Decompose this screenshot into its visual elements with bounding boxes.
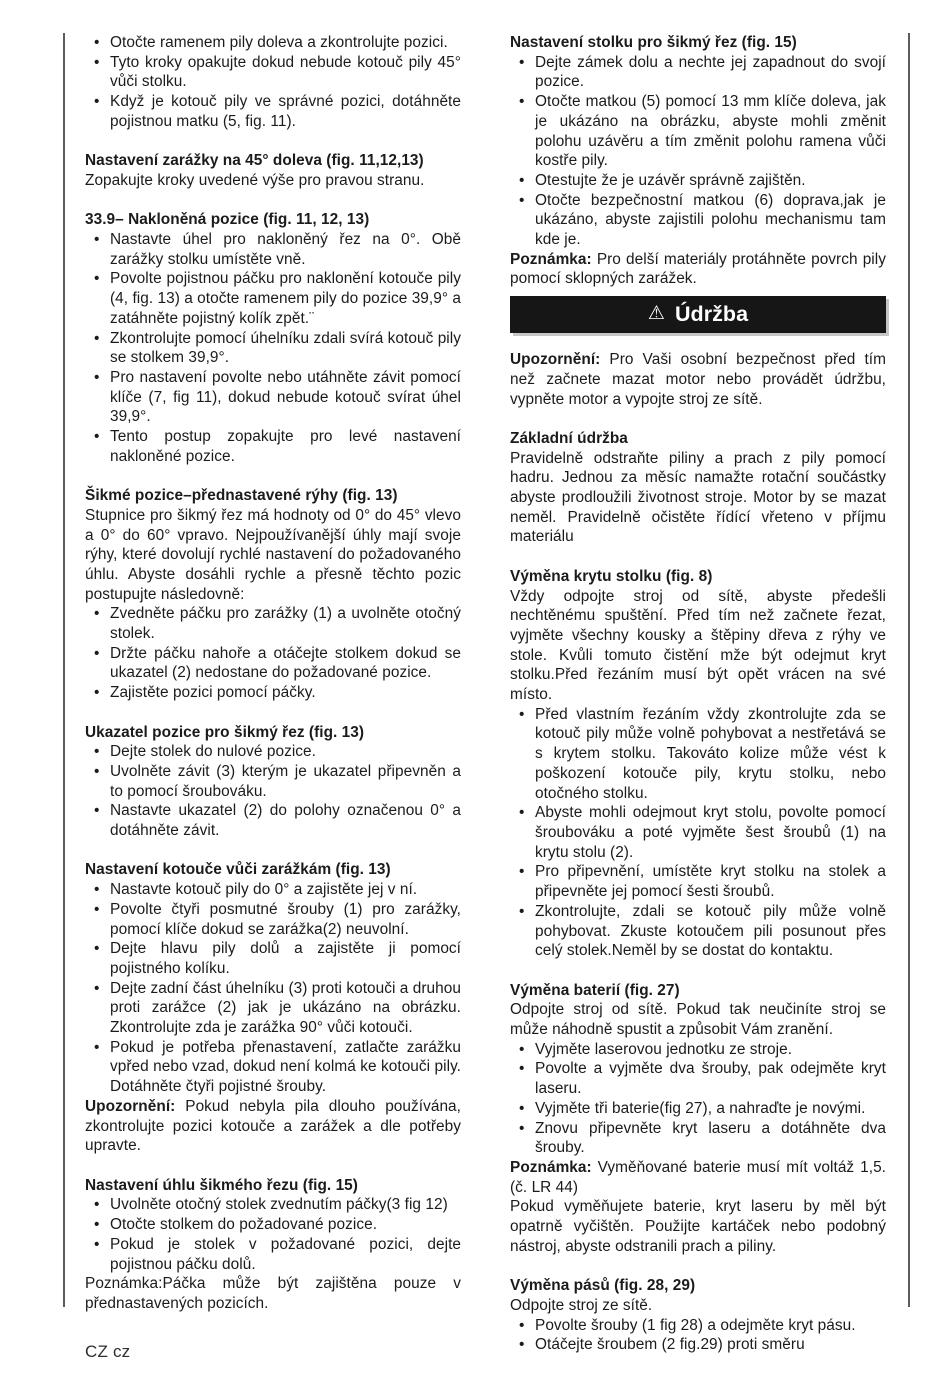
bullet-item: • Nastavte ukazatel (2) do polohy označenou 0° a dotáhněte závit. — [85, 801, 461, 840]
section-heading: Nastavení zarážky na 45° doleva (fig. 11,12,13) — [85, 152, 424, 170]
bullet-item: • Povolte pojistnou páčku pro naklonění kotouče pily (4, fig. 13) a otočte ramenem pily do pozice 39,9° a zatáhněte pojistný kolík zpět.¨ — [85, 269, 461, 328]
bullet-item: • Pokud je potřeba přenastavení, zatlačte zarážku vpřed nebo vzad, dokud není kolmá ke kotouči pily. Dotáhněte čtyři pojistné šrouby. — [85, 1038, 461, 1097]
body-paragraph — [510, 1158, 886, 1197]
bullet-list — [85, 604, 461, 703]
bullet-item: • Povolte šrouby (1 fig 28) a odejměte kryt pásu. — [510, 1316, 886, 1336]
bullet-item: • Uvolněte otočný stolek zvednutím páčky(3 fig 12) — [85, 1195, 461, 1215]
bullet-list — [85, 1195, 461, 1274]
section-heading: Nastavení stolku pro šikmý řez (fig. 15) — [510, 34, 797, 51]
section-heading: Nastavení úhlu šikmého řezu (fig. 15) — [85, 1176, 358, 1194]
bullet-item: • Nastavte kotouč pily do 0° a zajistěte jej v ní. — [85, 880, 461, 900]
bullet-item: • Znovu připevněte kryt laseru a dotáhněte dva šrouby. — [510, 1119, 886, 1158]
bullet-item: • Zkontrolujte pomocí úhelníku zdali svírá kotouč pily se stolkem 39,9°. — [85, 329, 461, 368]
warning-triangle-icon: ⚠ — [647, 303, 665, 325]
bullet-item: • Tyto kroky opakujte dokud nebude kotouč pily 45° vůči stolku. — [85, 53, 461, 92]
bullet-list — [85, 33, 461, 132]
paragraph-lead: Poznámka: — [510, 250, 592, 268]
section-heading: Ukazatel pozice pro šikmý řez (fig. 13) — [85, 723, 365, 741]
bullet-list — [85, 742, 461, 841]
page-footer-label: CZ cz — [85, 1342, 131, 1361]
bullet-item: • Nastavte úhel pro nakloněný řez na 0°. Obě zarážky stolku umístěte vně. — [85, 230, 461, 269]
bullet-item: • Vyjměte tři baterie(fig 27), a nahraďte je novými. — [510, 1099, 886, 1119]
body-paragraph — [85, 1097, 461, 1156]
section-heading: Výměna krytu stolku (fig. 8) — [510, 567, 713, 585]
bullet-list — [85, 880, 461, 1097]
bullet-item: • Povolte a vyjměte dva šrouby, pak odejměte kryt laseru. — [510, 1059, 886, 1098]
right-margin-rule — [908, 33, 910, 1307]
bullet-list — [510, 705, 886, 961]
bullet-list — [510, 1040, 886, 1158]
section-heading: Výměna baterií (fig. 27) — [510, 981, 680, 999]
bullet-item: • Vyjměte laserovou jednotku ze stroje. — [510, 1040, 886, 1060]
bullet-item: • Držte páčku nahoře a otáčejte stolkem dokud se ukazatel (2) nedostane do požadované pozice. — [85, 644, 461, 683]
bullet-list — [85, 230, 461, 466]
bullet-item: • Před vlastním řezáním vždy zkontrolujte zda se kotouč pily může volně pohybovat a nestřetává se s krytem stolku. Takováto kolize může vést k poškození kotouče pily, krytu stolku, nebo otočného stolku. — [510, 705, 886, 804]
body-paragraph: Odpojte stroj ze sítě. — [510, 1296, 653, 1314]
section-heading: Výměna pásů (fig. 28, 29) — [510, 1277, 696, 1295]
bullet-item: • Otočte bezpečnostní matkou (6) doprava,jak je ukázáno, abyste zajistili polohu mechanismu tam kde je. — [510, 191, 886, 250]
left-column — [85, 33, 461, 1314]
section-heading: Šikmé pozice–přednastavené rýhy (fig. 13) — [85, 487, 398, 505]
bullet-item: • Pro nastavení povolte nebo utáhněte závit pomocí klíče (7, fig 11), dokud nebude kotouč svírat úhel 39,9°. — [85, 368, 461, 427]
body-paragraph: Pravidelně odstraňte piliny a prach z pily pomocí hadru. Jednou za měsíc namažte rotační součástky abyste prodloužili životnost stroje. Motor by se mazat neměl. Pravidelně očistěte řídící vřeteno v příjmu materiálu — [510, 449, 886, 546]
bullet-item: • Uvolněte závit (3) kterým je ukazatel připevněn a to pomocí šroubováku. — [85, 762, 461, 801]
body-paragraph — [510, 250, 886, 289]
body-paragraph: Odpojte stroj od sítě. Pokud tak neučiníte stroj se může náhodně spustit a způsobit Vám zranění. — [510, 1001, 886, 1038]
body-paragraph: Zopakujte kroky uvedené výše pro pravou stranu. — [85, 171, 425, 189]
bullet-item: • Otáčejte šroubem (2 fig.29) proti směru — [510, 1335, 886, 1355]
paragraph-lead: Upozornění: — [510, 351, 601, 369]
bullet-item: • Pokud je stolek v požadované pozici, dejte pojistnou páčku dolů. — [85, 1235, 461, 1274]
bullet-item: • Dejte zadní část úhelníku (3) proti kotouči a druhou proti zarážce (2) jak je ukázáno na obrázku. Zkontrolujte zda je zarážka 90° vůči kotouči. — [85, 979, 461, 1038]
paragraph-text: Vyměňované baterie musí mít voltáž 1,5.(č. LR 44) — [510, 1158, 886, 1196]
bullet-list — [510, 1316, 886, 1355]
bullet-item: • Zkontrolujte, zdali se kotouč pily může volně pohybovat. Zkuste kotoučem pili posunout přes celý stolek.Neměl by se dostat do kontaktu. — [510, 902, 886, 961]
bullet-item: • Dejte hlavu pily dolů a zajistěte ji pomocí pojistného kolíku. — [85, 939, 461, 978]
bullet-item: • Povolte čtyři posmutné šrouby (1) pro zarážky, pomocí klíče dokud se zarážka(2) neuvolní. — [85, 900, 461, 939]
bullet-item: • Pro připevnění, umístěte kryt stolku na stolek a připevněte jej pomocí šesti šroubů. — [510, 862, 886, 901]
bullet-item: • Zajistěte pozici pomocí páčky. — [85, 683, 461, 703]
right-column — [510, 33, 886, 1355]
body-paragraph: Pokud vyměňujete baterie, kryt laseru by měl být opatrně vyčištěn. Použijte kartáček nebo podobný nástroj, abyste odstranili prach a piliny. — [510, 1198, 886, 1255]
section-heading: Nastavení kotouče vůči zarážkám (fig. 13) — [85, 861, 391, 879]
left-margin-rule — [63, 33, 65, 1307]
section-heading: Základní údržba — [510, 429, 628, 447]
paragraph-text: Pokud nebyla pila dlouho používána, zkontrolujte pozici kotouče a zarážek a dle potřeby upravte. — [85, 1097, 461, 1155]
body-paragraph: Poznámka:Páčka může být zajištěna pouze v přednastavených pozicích. — [85, 1275, 461, 1312]
body-paragraph: Vždy odpojte stroj od sítě, abyste předešli nechtěnému spuštění. Před tím než začnete řezat, vyjměte všechny kousky a štěpiny dřeva z rýhy ve stole. Kvůli tomuto čistění mže být odejmut kryt stolku.Před řezáním musí být opět vrácen na své místo. — [510, 587, 886, 704]
paragraph-lead: Poznámka: — [510, 1158, 592, 1176]
maintenance-banner — [510, 296, 886, 333]
paragraph-text: Pro Vaši osobní bezpečnost před tím než začnete mazat motor nebo provádět údržbu, vypněte motor a vypojte stroj ze sítě. — [510, 351, 886, 408]
bullet-list — [510, 53, 886, 250]
bullet-item: • Otestujte že je uzávěr správně zajištěn. — [510, 171, 886, 191]
banner-title: Údržba — [674, 301, 749, 326]
bullet-item: • Dejte zámek dolu a nechte jej zapadnout do svojí pozice. — [510, 53, 886, 92]
body-paragraph: Stupnice pro šikmý řez má hodnoty od 0° do 45° vlevo a 0° do 60° vpravo. Nejpoužívanější úhly mají svoje rýhy, které dovolují rychlé nastavení do požadovaného úhlu. Abyste dosáhli rychle a přesně těchto pozic postupujte následovně: — [85, 506, 461, 603]
bullet-item: • Abyste mohli odejmout kryt stolu, povolte pomocí šroubováku a poté vyjměte šest šroubů (1) na krytu stolu (2). — [510, 803, 886, 862]
bullet-item: • Tento postup zopakujte pro levé nastavení nakloněné pozice. — [85, 427, 461, 466]
bullet-item: • Otočte stolkem do požadované pozice. — [85, 1215, 461, 1235]
paragraph-text: Pro delší materiály protáhněte povrch pily pomocí sklopných zarážek. — [510, 250, 886, 288]
bullet-item: • Otočte matkou (5) pomocí 13 mm klíče doleva, jak je ukázáno na obrázku, abyste mohli změnit polohu uzávěru a tím změnit polohu ramena vůči kostře pily. — [510, 92, 886, 171]
bullet-item: • Zvedněte páčku pro zarážky (1) a uvolněte otočný stolek. — [85, 604, 461, 643]
section-heading: 33.9– Nakloněná pozice (fig. 11, 12, 13) — [85, 211, 370, 229]
bullet-item: • Když je kotouč pily ve správné pozici, dotáhněte pojistnou matku (5, fig. 11). — [85, 92, 461, 131]
bullet-item: • Dejte stolek do nulové pozice. — [85, 742, 461, 762]
body-paragraph — [510, 350, 886, 409]
bullet-item: • Otočte ramenem pily doleva a zkontrolujte pozici. — [85, 33, 461, 53]
paragraph-lead: Upozornění: — [85, 1097, 176, 1115]
